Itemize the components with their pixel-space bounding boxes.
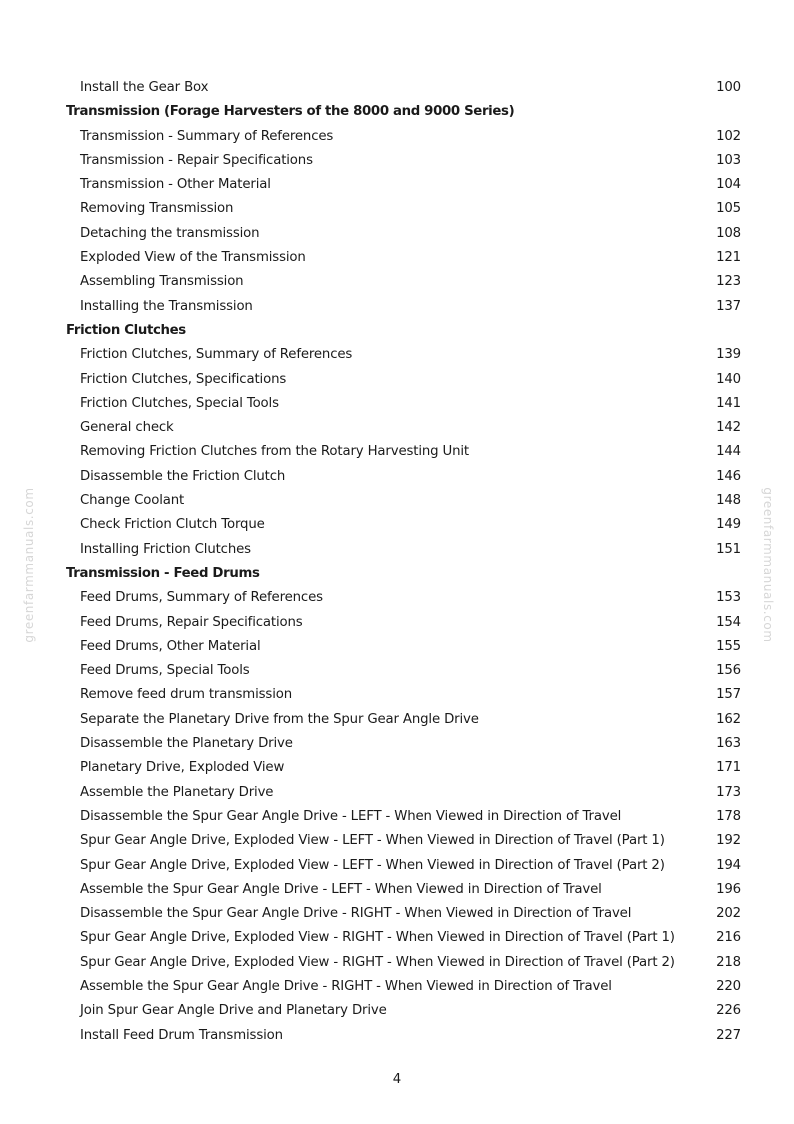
toc-entry[interactable] [0,902,794,926]
toc-entry[interactable] [0,829,794,853]
toc-entry-title: Exploded View of the Transmission [80,250,306,266]
toc-page-number: 155 [716,638,741,654]
watermark-left: greenfarmmanuals.com [22,487,36,643]
toc-entry-title: Spur Gear Angle Drive, Exploded View - LEFT - When Viewed in Direction of Travel (Part 1) [80,833,665,849]
toc-entry[interactable] [0,999,794,1023]
toc-entry-title: Feed Drums, Repair Specifications [80,614,303,630]
toc-page-number: 148 [716,493,741,509]
toc-entry[interactable] [0,489,794,513]
toc-entry[interactable] [0,781,794,805]
toc-entry[interactable] [0,125,794,149]
toc-entry-title: Removing Transmission [80,201,234,217]
toc-page-number: 108 [716,225,741,241]
toc-heading-title: Transmission (Forage Harvesters of the 8000 and 9000 Series) [66,104,515,120]
toc-page-number: 163 [716,736,741,752]
toc-entry[interactable] [0,343,794,367]
toc-entry-title: Transmission - Summary of References [80,128,334,144]
toc-entry-title: Change Coolant [80,493,185,509]
toc-page-number: 196 [716,881,741,897]
toc-page-number: 162 [716,711,741,727]
watermark-right: greenfarmmanuals.com [761,487,775,643]
toc-entry[interactable] [0,76,794,100]
toc-page-number: 226 [716,1003,741,1019]
toc-entry-title: Disassemble the Spur Gear Angle Drive - LEFT - When Viewed in Direction of Travel [80,808,622,824]
toc-entry-title: Friction Clutches, Summary of References [80,347,353,363]
toc-page-number: 173 [716,784,741,800]
toc-heading-title: Friction Clutches [66,322,186,338]
toc-entry-title: Spur Gear Angle Drive, Exploded View - RIGHT - When Viewed in Direction of Travel (Part 1) [80,930,675,946]
toc-page-number: 192 [716,833,741,849]
toc-page-number: 227 [716,1027,741,1043]
toc-entry[interactable] [0,611,794,635]
toc-page-number: 151 [716,541,741,557]
toc-entry[interactable] [0,295,794,319]
toc-entry-title: Assemble the Planetary Drive [80,784,274,800]
toc-entry-title: Install the Gear Box [80,80,209,95]
toc-entry[interactable] [0,659,794,683]
toc-entry-title: Disassemble the Friction Clutch [80,468,286,484]
toc-entry-title: Friction Clutches, Special Tools [80,395,279,411]
table-of-contents [0,76,794,1048]
toc-entry-title: Removing Friction Clutches from the Rotary Harvesting Unit [80,444,469,460]
toc-entry[interactable] [0,440,794,464]
toc-page-number: 156 [716,663,741,679]
toc-entry[interactable] [0,708,794,732]
toc-page-number: 142 [716,420,741,436]
toc-entry[interactable] [0,635,794,659]
toc-entry[interactable] [0,538,794,562]
toc-entry[interactable] [0,683,794,707]
toc-entry-title: Transmission - Repair Specifications [80,152,313,168]
toc-section-heading [0,562,794,586]
toc-entry[interactable] [0,270,794,294]
toc-entry-title: Separate the Planetary Drive from the Spur Gear Angle Drive [80,711,479,727]
toc-page-number: 149 [716,517,741,533]
toc-page-number: 102 [716,128,741,144]
toc-page-number: 153 [716,590,741,606]
page-number: 4 [392,1072,402,1087]
toc-entry[interactable] [0,149,794,173]
toc-page-number: 157 [716,687,741,703]
toc-page-number: 216 [716,930,741,946]
toc-page-number: 194 [716,857,741,873]
toc-entry-title: Feed Drums, Other Material [80,638,261,654]
toc-entry-title: Spur Gear Angle Drive, Exploded View - RIGHT - When Viewed in Direction of Travel (Part 2) [80,954,675,970]
toc-entry[interactable] [0,1024,794,1048]
toc-page-number: 220 [716,978,741,994]
toc-entry[interactable] [0,951,794,975]
toc-page-number: 146 [716,468,741,484]
toc-entry-title: Assembling Transmission [80,274,244,290]
toc-page-number: 178 [716,808,741,824]
toc-entry-title: Disassemble the Planetary Drive [80,736,293,752]
toc-entry-title: Planetary Drive, Exploded View [80,760,285,776]
toc-page-number: 104 [716,177,741,193]
toc-entry-title: Installing Friction Clutches [80,541,251,557]
toc-entry-title: Assemble the Spur Gear Angle Drive - RIGHT - When Viewed in Direction of Travel [80,978,612,994]
toc-entry-title: Assemble the Spur Gear Angle Drive - LEFT - When Viewed in Direction of Travel [80,881,602,897]
toc-page-number: 100 [716,80,741,95]
toc-entry[interactable] [0,392,794,416]
toc-entry-title: Spur Gear Angle Drive, Exploded View - LEFT - When Viewed in Direction of Travel (Part 2) [80,857,665,873]
toc-entry-title: Install Feed Drum Transmission [80,1027,283,1043]
toc-page-number: 144 [716,444,741,460]
toc-page-number: 121 [716,250,741,266]
toc-entry[interactable] [0,805,794,829]
toc-entry-title: General check [80,420,174,436]
toc-entry[interactable] [0,975,794,999]
toc-entry[interactable] [0,586,794,610]
toc-page-number: 202 [716,906,741,922]
toc-page-number: 139 [716,347,741,363]
toc-page-number: 171 [716,760,741,776]
toc-entry-title: Friction Clutches, Specifications [80,371,287,387]
toc-entry-title: Remove feed drum transmission [80,687,293,703]
toc-entry-title: Feed Drums, Summary of References [80,590,323,606]
toc-entry[interactable] [0,732,794,756]
toc-page-number: 154 [716,614,741,630]
toc-heading-title: Transmission - Feed Drums [66,565,260,581]
toc-entry[interactable] [0,197,794,221]
toc-page-number: 141 [716,395,741,411]
toc-entry-title: Join Spur Gear Angle Drive and Planetary Drive [80,1003,387,1019]
toc-entry-title: Check Friction Clutch Torque [80,517,265,533]
toc-entry[interactable] [0,465,794,489]
toc-page-number: 140 [716,371,741,387]
toc-entry-title: Installing the Transmission [80,298,253,314]
toc-entry[interactable] [0,878,794,902]
toc-entry-title: Disassemble the Spur Gear Angle Drive - RIGHT - When Viewed in Direction of Travel [80,906,632,922]
toc-page-number: 105 [716,201,741,217]
toc-section-heading [0,100,794,124]
toc-page-number: 218 [716,954,741,970]
toc-entry-title: Transmission - Other Material [80,177,271,193]
toc-entry-title: Detaching the transmission [80,225,260,241]
toc-entry[interactable] [0,222,794,246]
toc-entry[interactable] [0,926,794,950]
toc-section-heading [0,319,794,343]
toc-page-number: 123 [716,274,741,290]
toc-entry-title: Feed Drums, Special Tools [80,663,250,679]
toc-entry[interactable] [0,756,794,780]
toc-page-number: 137 [716,298,741,314]
toc-entry[interactable] [0,173,794,197]
toc-entry[interactable] [0,854,794,878]
toc-page-number: 103 [716,152,741,168]
toc-entry[interactable] [0,416,794,440]
toc-entry[interactable] [0,513,794,537]
toc-entry[interactable] [0,246,794,270]
toc-entry[interactable] [0,368,794,392]
